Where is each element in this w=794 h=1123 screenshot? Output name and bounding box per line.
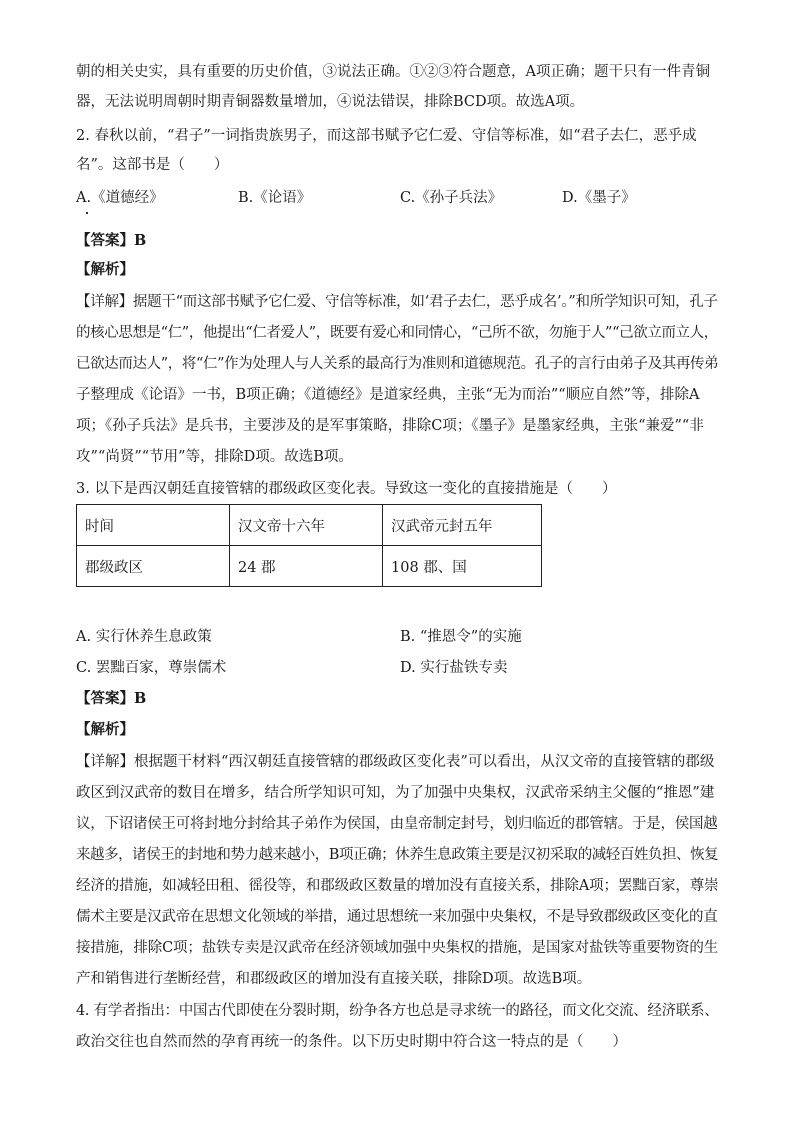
q3-option-b: B. “推恩令”的实施 [400,629,522,645]
table-cell: 24 郡 [230,546,383,587]
question-2-stem: 2. 春秋以前，“君子”一词指贵族男子，而这部书赋予它仁爱、守信等标准，如“君子去仁，恶乎成 [76,128,697,144]
question-3-stem: 3. 以下是西汉朝廷直接管辖的郡级政区变化表。导致这一变化的直接措施是（ ） [76,481,617,497]
q3-option-c: C. 罢黜百家，尊崇儒术 [76,660,227,676]
q2-detail-line: 已欲达而达人”，将“仁”作为处理人与人关系的最高行为准则和道德规范。孔子的言行由弟子及其再传弟 [76,356,719,372]
q3-detail-line: 经济的措施，如减轻田租、徭役等，和郡级政区数量的增加没有直接关系，排除A项；罢黜百家，尊崇 [76,878,719,894]
text-line: 器，无法说明周朝时期青铜器数量增加，④说法错误，排除BCD项。故选A项。 [76,94,585,110]
q2-detail-line: 的核心思想是“仁”，他提出“仁者爱人”，既要有爱心和同情心，“己所不欲，勿施于人”“己欲立而立人， [76,325,718,341]
q3-detail-line: 来越多，诸侯王的封地和势力越来越小，B项正确；休养生息政策主要是汉初采取的减轻百姓负担、恢复 [76,847,719,863]
table-cell: 108 郡、国 [383,546,542,587]
q2-detail-line: 攻”“尚贤”“节用”等，排除D项。故选B项。 [76,449,353,465]
q2-option-b: B.《论语》 [238,190,312,206]
table-cell: 汉武帝元封五年 [383,505,542,546]
q2-option-c: C.《孙子兵法》 [400,190,503,206]
question-4-stem: 4. 有学者指出：中国古代即使在分裂时期，纷争各方也总是寻求统一的路径，而文化交流、经济联系、 [76,1003,719,1019]
question-2-stem: 名”。这部书是（ ） [76,157,229,173]
q3-detail-line: 儒术主要是汉武帝在思想文化领域的举措，通过思想统一来加强中央集权，不是导致郡级政区变化的直 [76,909,718,925]
text-line: 朝的相关史实，具有重要的历史价值，③说法正确。①②③符合题意，A项正确；题干只有一件青铜 [76,64,710,80]
q2-detail-line: 子整理成《论语》一书，B项正确；《道德经》是道家经典，主张“无为而治”“顺应自然”等，排除A [76,387,700,403]
table-cell: 郡级政区 [77,546,230,587]
table-row [77,546,542,587]
q3-detail-line: 产和销售进行垄断经营，和郡级政区的增加没有直接关联，排除D项。故选B项。 [76,971,592,987]
stray-dot [86,212,88,214]
q3-option-a: A. 实行休养生息政策 [76,629,212,645]
q3-answer: 【答案】B [76,690,147,707]
q3-detail-line: 议，下诏诸侯王可将封地分封给其子弟作为侯国，由皇帝制定封号，划归临近的郡管辖。于是，侯国越 [76,816,718,832]
table-cell: 时间 [77,505,230,546]
q2-detail-line: 【详解】据题干“而这部书赋予它仁爱、守信等标准，如‘君子去仁，恶乎成名’。”和所学知识可知，孔子 [76,294,718,310]
q3-detail-line: 政区到汉武帝的数目在增多，结合所学知识可知，为了加强中央集权，汉武帝采纳主父偃的“推恩”建 [76,785,715,801]
q3-detail-line: 【详解】根据题干材料“西汉朝廷直接管辖的郡级政区变化表”可以看出，从汉文帝的直接管辖的郡级 [76,754,715,770]
q3-option-d: D. 实行盐铁专卖 [400,660,508,676]
q2-option-a: A.《道德经》 [76,190,164,206]
q2-detail-line: 项；《孙子兵法》是兵书，主要涉及的是军事策略，排除C项；《墨子》是墨家经典，主张“兼爱”“非 [76,418,704,434]
q3-analysis-label: 【解析】 [76,721,134,738]
q3-detail-line: 接措施，排除C项；盐铁专卖是汉武帝在经济领域加强中央集权的措施，是国家对盐铁等重要物资的生 [76,940,719,956]
q2-analysis-label: 【解析】 [76,261,134,278]
q2-option-d: D.《墨子》 [562,190,636,206]
prefecture-table [76,504,542,587]
q2-answer: 【答案】B [76,232,147,249]
table-cell: 汉文帝十六年 [230,505,383,546]
question-4-stem: 政治交往也自然而然的孕育再统一的条件。以下历史时期中符合这一特点的是（ ） [76,1034,627,1050]
table-row [77,505,542,546]
